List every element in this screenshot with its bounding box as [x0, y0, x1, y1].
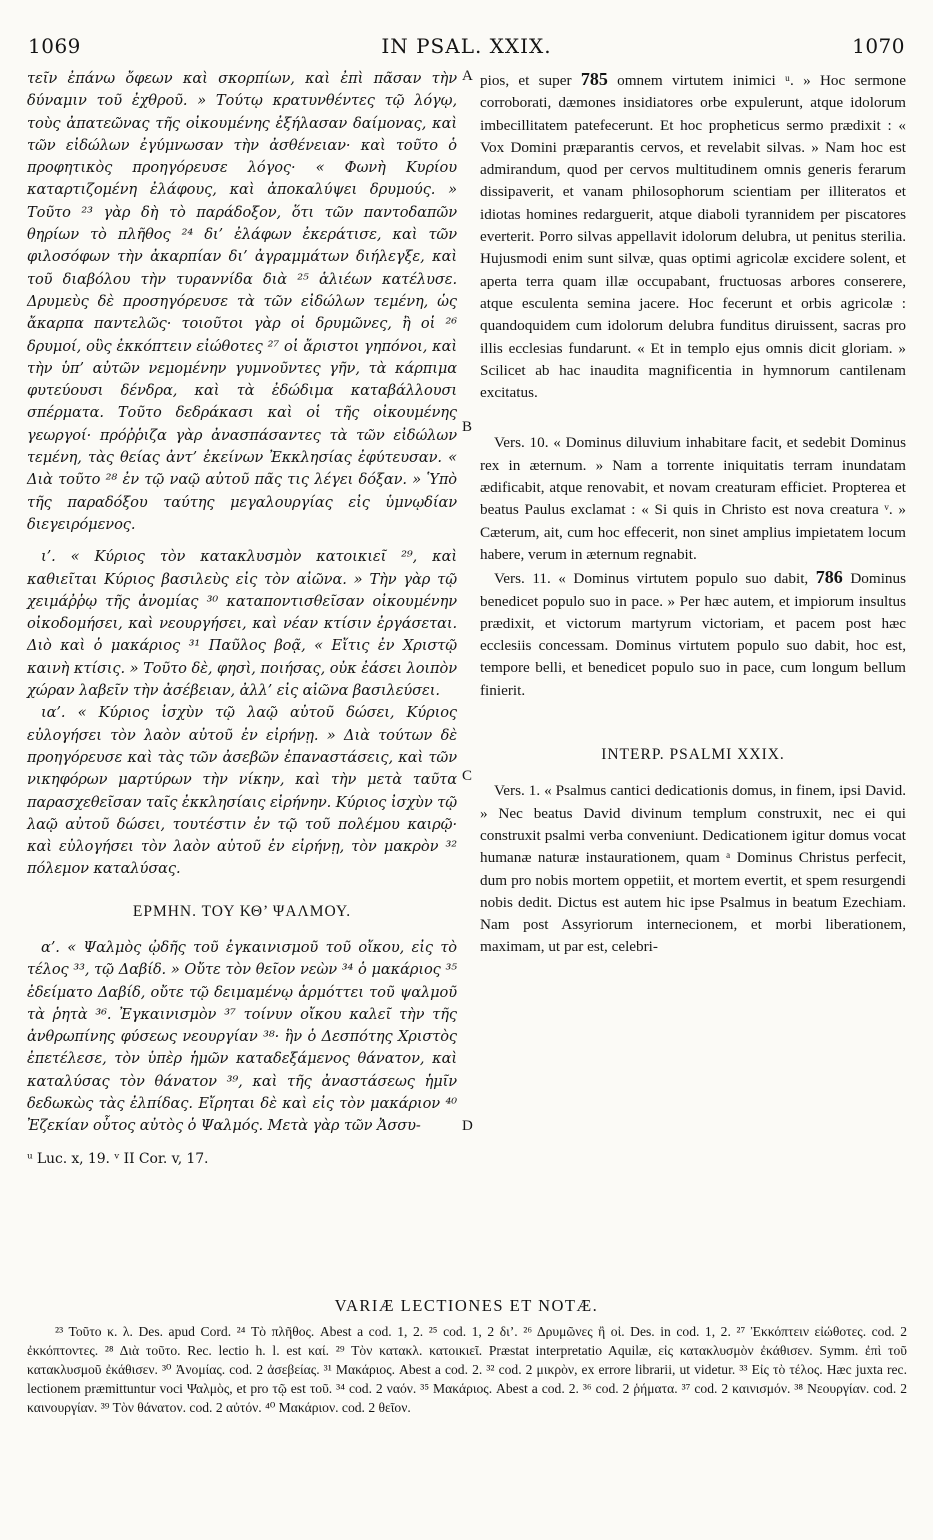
margin-letter-d: D	[462, 1118, 473, 1134]
greek-paragraph: ια’. « Κύριος ἰσχὺν τῷ λαῷ αὐτοῦ δώσει, Κύριος εὐλογήσει τὸν λαὸν αὐτοῦ ἐν εἰρήνῃ. » Διὰ τούτων δὲ προηγόρευσε καὶ τὰς τῶν ἀσεβῶν ἐπαναστάσεις, καὶ τῶν νικηφόρων μαρτύρων τὴν νίκην, καὶ τὴν μετὰ ταῦτα παρασχεθεῖσαν ταῖς ἐκκλησίαις εἰρήνην. Κύριος ἰσχὺν τῷ λαῷ αὐτοῦ δώσει, τουτέστιν ἐν τῷ τοῦ πολέμου καιρῷ· καὶ εὐλογήσει τὸν λαὸν αὐτοῦ ἐν εἰρήνῃ, τὸν μακρὸν ³² πόλεμον καταλύσας.	[27, 704, 457, 878]
greek-paragraph: ι’. « Κύριος τὸν κατακλυσμὸν κατοικιεῖ ²⁹, καὶ καθιεῖται Κύριος βασιλεὺς εἰς τὸν αἰῶνα. » Τὴν γὰρ τῷ χειμάῤῥῳ τῆς ἀνομίας ³⁰ καταποντισθεῖσαν οἰκουμένην οἰκοδομήσει, καὶ νεουργήσει, καὶ νέαν κτίσιν ἐργάσεται. Διὸ καὶ ὁ μακάριος ³¹ Παῦλος βοᾷ, « Εἴτις ἐν Χριστῷ καινὴ κτίσις. » Τοῦτο δὲ, φησὶ, ποιήσας, οὐκ ἐάσει λοιπὸν χώραν λαβεῖν τὴν ἀσέβειαν, ἀλλ’ εἰς αἰῶνα βασιλεύσει.	[27, 548, 457, 700]
margin-letter-c: C	[462, 768, 473, 784]
variae-lectiones-title: VARIÆ LECTIONES ET NOTÆ.	[334, 1296, 599, 1315]
running-title: IN PSAL. XXIX.	[381, 34, 552, 58]
latin-paragraph: Vers. 1. « Psalmus cantici dedicationis domus, in finem, ipsi David. » Nec beatus David divinum templum construxit, nec ei qui construxit psalmi verba conveniunt. Dedicationem igitur domus vocat humanæ naturæ instaurationem, quam ᵃ Dominus Christus perfecit, dum pro nobis mortem oppetiit, et mortem evertit, et spem resurgendi nobis dedit. Dictus est autem hic ipse Psalmus in beatum Ezechiam. Nam post Assyriorum internecionem, et morbi liberationem, maximam, ut par est, celebri-	[480, 782, 906, 956]
scripture-footnotes: ᵘ Luc. x, 19. ᵛ II Cor. v, 17.	[27, 1150, 209, 1167]
latin-text: omnem virtutem inimici ᵘ. » Hoc sermone corroborati, dæmones insidiatores orbe expulerunt, atque idolorum imbecillitatem patefecerunt. Et hoc propheticus sermo prædixit : « Vox Domini præparantis cervos, et revelabit silvas. » Nam hoc est admirandum, quod per cervos multitudinem omnis generis ferarum dissipaverit, et vanam philosophorum scientiam per illiteratos et idiotas homines redarguerit, atque diaboli tyrannidem per piscatores everterit. Porro silvas appellavit idolorum delubra, ut penitus sterilia. Hujusmodi enim sunt silvæ, quas optimi agricolæ excidere solent, et aperta terra quam illæ occupabant, fructuosas arbores conserere, atque esculenta semina jacere. Hoc fecerunt et orbis agricolæ : quandoquidem cum idolorum delubra funditus diruissent, sacras pro illis ecclesias fundarunt. « Et in templo ejus omnis dicit gloriam. » Scilicet ab hac inaudita magnificentia in hymnorum cantilenam excitatus.	[480, 72, 907, 402]
latin-column	[480, 68, 906, 959]
latin-section-title: INTERP. PSALMI XXIX.	[601, 746, 785, 764]
latin-paragraph	[480, 68, 906, 404]
margin-letter-a: A	[462, 68, 473, 84]
greek-section-title: ΕΡΜΗΝ. ΤΟΥ ΚΘ’ ΨΑΛΜΟΥ.	[132, 902, 352, 920]
greek-paragraph: τεῖν ἐπάνω ὄφεων καὶ σκορπίων, καὶ ἐπὶ πᾶσαν τὴν δύναμιν τοῦ ἐχθροῦ. » Τούτῳ κρατυνθέντες τῷ λόγῳ, τοὺς ἀπατεῶνας τῆς οἰκουμένης ἐξήλασαν δαίμονας, καὶ τῶν εἰδώλων ἐγύμνωσαν τὴν ἀσθένειαν· καὶ τοῦτο ὁ προφητικὸς προηγόρευσε λόγος· « Φωνὴ Κυρίου καταρτιζομένη ἐλάφους, καὶ ἀποκαλύψει δρυμούς. » Τοῦτο ²³ γὰρ δὴ τὸ παράδοξον, ὅτι τῶν παντοδαπῶν θηρίων τὸ πλῆθος ²⁴ δι’ ἐλάφων ἐκεράτισε, καὶ τῶν φιλοσόφων τὴν ἀκαρπίαν δι’ ἀγραμμάτων διήλεγξε, καὶ τοῦ διαβόλου τὴν τυραννίδα διὰ ²⁵ ἁλιέων κατέλυσε. Δρυμεὺς δὲ προσηγόρευσε τὰ τῶν εἰδώλων τεμένη, ὡς ἄκαρπα παντελῶς· τοιοῦτοι γὰρ οἱ δρυμῶνες, ἢ οἱ ²⁶ δρυμοί, οὓς ἐκκόπτειν εἰώθοτες ²⁷ οἱ ἄριστοι γηπόνοι, καὶ τὴν ὑπ’ αὐτῶν νεμομένην γυμνοῦντες γῆν, τὰ κάρπιμα φυτεύουσι δένδρα, καὶ τὰ ἐδώδιμα καταβάλλουσι σπέρματα. Τοῦτο δεδράκασι καὶ οἱ τῆς οἰκουμένης γεωργοί· πρόῤῥιζα γὰρ ἀνασπάσαντες τὰ τῶν εἰδώλων τεμένη, τὰς θείας ἀντ’ ἐκείνων Ἐκκλησίας ἐφύτευσαν. « Διὰ τοῦτο ²⁸ ἐν τῷ ναῷ αὐτοῦ πᾶς τις λέγει δόξαν. » Ὑπὸ τῆς παραδόξου ταύτης μεγαλουργίας εἰς ὑμνῳδίαν διεγειρόμενος.	[27, 70, 457, 533]
latin-paragraph: Vers. 10. « Dominus diluvium inhabitare facit, et sedebit Dominus rex in æternum. » Nam a torrente iniquitatis terram inundatam ædificabit, atque renovabit, et novam creaturam efficiet. Propterea et beatus Paulus exclamat : « Si quis in Christo est nova creatura ᵛ. » Cæterum, ait, cum hoc effecerit, non sinet amplius impietatem locum habere, verum in æternum regnabit.	[480, 434, 906, 563]
latin-text: Dominus benedicet populo suo in pace. » Per hæc autem, et impiorum insultus prædixit, et victorum martyrum victoriam, et pacem post hæc ecclesiis concessam. Dominus virtutem populo suo dabit, hoc est, tempore belli, et benedicet populo suo in pace, cum longum bellum finierit.	[480, 570, 907, 699]
column-number-785: 785	[580, 69, 608, 89]
left-page-number: 1069	[28, 34, 81, 58]
right-page-number: 1070	[852, 34, 905, 58]
latin-paragraph	[480, 566, 906, 702]
column-number-786: 786	[815, 567, 843, 588]
variae-lectiones-notes	[27, 1322, 907, 1417]
latin-text: Vers. 11. « Dominus virtutem populo suo dabit,	[494, 570, 809, 588]
margin-letter-b: B	[462, 419, 473, 435]
latin-text: pios, et super	[480, 72, 572, 89]
greek-column	[27, 68, 457, 1170]
variae-lectiones-text: ²³ Τοῦτο κ. λ. Des. apud Cord. ²⁴ Τὸ πλῆθος. Abest a cod. 1, 2. ²⁵ cod. 1, 2 δι’. ²⁶ Δρυμῶνες ἢ οἱ. Des. in cod. 1, 2. ²⁷ Ἐκκόπτειν εἰώθοτες. cod. 2 ἐκκόπτοντες. ²⁸ Διὰ τοῦτο. Rec. lectio h. l. est καί. ²⁹ Τὸν κατακλ. κατοικιεῖ. Præstat interpretatio Aquilæ, εἰς κατακλυσμὸν ἐκάθισεν. Symm. ἐπὶ τοῦ κατακλυσμοῦ ἐκάθισεν. ³⁰ Ἀνομίας. cod. 2 ἀσεβείας. ³¹ Μακάριος. Abest a cod. 2. ³² cod. 2 μικρὸν, ex errore librarii, ut videtur. ³³ Εἰς τὸ τέλος. Hæc juxta rec. lectionem præmittuntur voci Ψαλμὸς, et pro τῷ est τοῦ. ³⁴ cod. 2 ναόν. ³⁵ Μακάριος. Abest a cod. 2. ³⁶ cod. 2 ῥήματα. ³⁷ cod. 2 καινισμόν. ³⁸ Νεουργίαν. cod. 2 καινουργίαν. ³⁹ Τὸν θάνατον. cod. 2 αὐτόν. ⁴⁰ Μακάριον. cod. 2 θεῖον.	[27, 1324, 907, 1415]
greek-paragraph: α’. « Ψαλμὸς ᾠδῆς τοῦ ἐγκαινισμοῦ τοῦ οἴκου, εἰς τὸ τέλος ³³, τῷ Δαβίδ. » Οὔτε τὸν θεῖον νεὼν ³⁴ ὁ μακάριος ³⁵ ἐδείματο Δαβίδ, οὔτε τῷ δειμαμένῳ ἁρμόττει τοῦ ψαλμοῦ τὰ ῥητὰ ³⁶. Ἐγκαινισμὸν ³⁷ τοίνυν οἴκου καλεῖ τὴν τῆς ἀνθρωπίνης φύσεως νεουργίαν ³⁸· ἣν ὁ Δεσπότης Χριστὸς ἐπετέλεσε, τὸν ὑπὲρ ἡμῶν καταδεξάμενος θάνατον, καὶ καταλύσας τὸν θάνατον ³⁹, καὶ τῆς ἀναστάσεως ἡμῖν δεδωκὼς τὰς ἐλπίδας. Εἴρηται δὲ καὶ εἰς τὸν μακάριον ⁴⁰ Ἐζεκίαν οὗτος αὐτὸς ὁ Ψαλμός. Μετὰ γὰρ τῶν Ἀσσυ-	[27, 938, 457, 1135]
running-header	[28, 34, 905, 60]
